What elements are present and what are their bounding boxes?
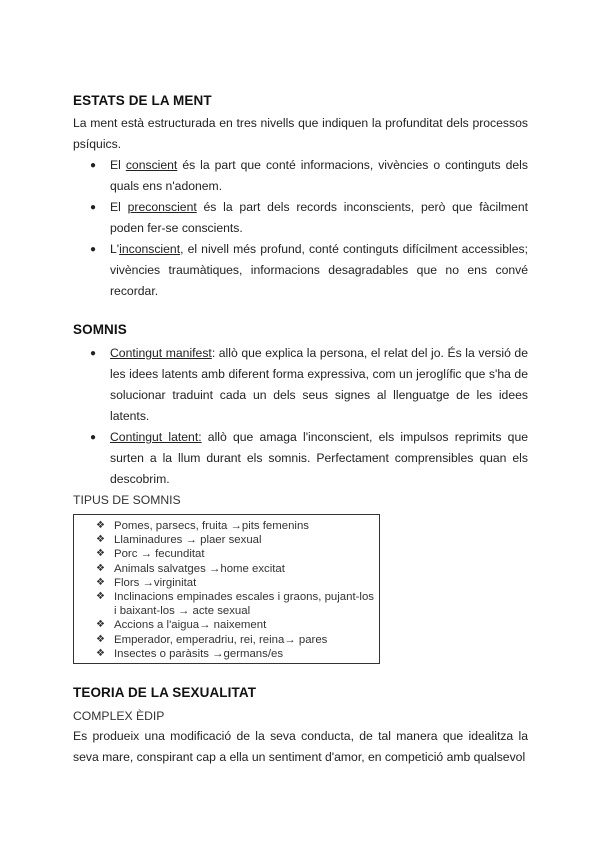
bullet-icon: ● (90, 348, 97, 359)
mind-levels-list (73, 155, 528, 302)
diamond-bullet-icon: ❖ (96, 562, 105, 574)
heading-estats-de-la-ment: ESTATS DE LA MENT (73, 93, 212, 108)
paragraph-complex-edip: Es produeix una modificació de la seva conducta, de tal manera que idealitza la seva mare, conspirant cap a ella un sentiment d'amor, en competició amb qualsevol (73, 729, 528, 764)
list-item: ● Contingut latent: allò que amaga l'inconscient, els impulsos reprimits que surten a la llum durant els somnis. Perfectament comprensibles quan els descobrim. (73, 427, 528, 490)
dream-content-list (73, 343, 528, 490)
bullet-icon: ● (90, 160, 97, 171)
heading-somnis: SOMNIS (73, 322, 127, 337)
paragraph-intro: La ment està estructurada en tres nivells que indiquen la profunditat dels processos psíquics. (73, 116, 528, 151)
term-contingut-manifest: Contingut manifest (110, 346, 212, 360)
dream-types-box (73, 514, 380, 664)
list-item: ❖ Accions a l'aigua→ naixement (96, 619, 267, 632)
list-item: ● L'inconscient, el nivell més profund, conté continguts difícilment accessibles; vivències traumàtiques, informacions desagradables que no ens convé recordar. (73, 239, 528, 302)
list-item: ❖ Inclinacions empinades escales i graons, pujant-los i baixant-los → acte sexual (96, 591, 374, 618)
diamond-bullet-icon: ❖ (96, 633, 105, 645)
diamond-bullet-icon: ❖ (96, 548, 105, 560)
diamond-bullet-icon: ❖ (96, 576, 105, 588)
diamond-bullet-icon: ❖ (96, 534, 105, 546)
list-item: ❖ Emperador, emperadriu, rei, reina→ pares (96, 633, 328, 646)
term-preconscient: preconscient (127, 200, 197, 214)
term-contingut-latent: Contingut latent: (110, 430, 202, 444)
list-item: ❖ Pomes, parsecs, fruita →pits femenins (96, 520, 309, 532)
list-item: ● El conscient és la part que conté informacions, vivències o continguts dels quals ens n'adonem. (73, 155, 528, 197)
list-item: ❖ Insectes o paràsits →germans/es (96, 647, 284, 660)
subheading-complex-edip: COMPLEX ÈDIP (73, 709, 165, 723)
diamond-bullet-icon: ❖ (96, 520, 105, 531)
diamond-bullet-icon: ❖ (96, 619, 105, 631)
bullet-icon: ● (90, 202, 97, 213)
heading-teoria-de-la-sexualitat: TEORIA DE LA SEXUALITAT (73, 685, 257, 700)
list-item: ❖ Animals salvatges →home excitat (96, 562, 285, 575)
list-item: ❖ Porc → fecunditat (96, 548, 205, 561)
term-conscient: conscient (125, 158, 178, 172)
bullet-icon: ● (90, 432, 97, 443)
list-item: ❖ Llaminadures → plaer sexual (96, 534, 262, 547)
list-item: ❖ Flors →virginitat (96, 576, 197, 589)
diamond-bullet-icon: ❖ (96, 591, 105, 603)
diamond-bullet-icon: ❖ (96, 647, 105, 659)
list-item: ● El preconscient és la part dels records inconscients, però que fàcilment poden fer-se conscients. (73, 197, 528, 239)
dream-types-list (96, 519, 374, 661)
bullet-icon: ● (90, 244, 97, 255)
subheading-tipus-de-somnis: TIPUS DE SOMNIS (73, 493, 181, 507)
list-item: ● Contingut manifest: allò que explica la persona, el relat del jo. És la versió de les idees latents amb diferent forma expressiva, com un jeroglífic que s'ha de solucionar traduint cada un dels seus signes al llenguatge de les idees latents. (73, 343, 528, 427)
term-inconscient: inconscient (119, 242, 181, 256)
